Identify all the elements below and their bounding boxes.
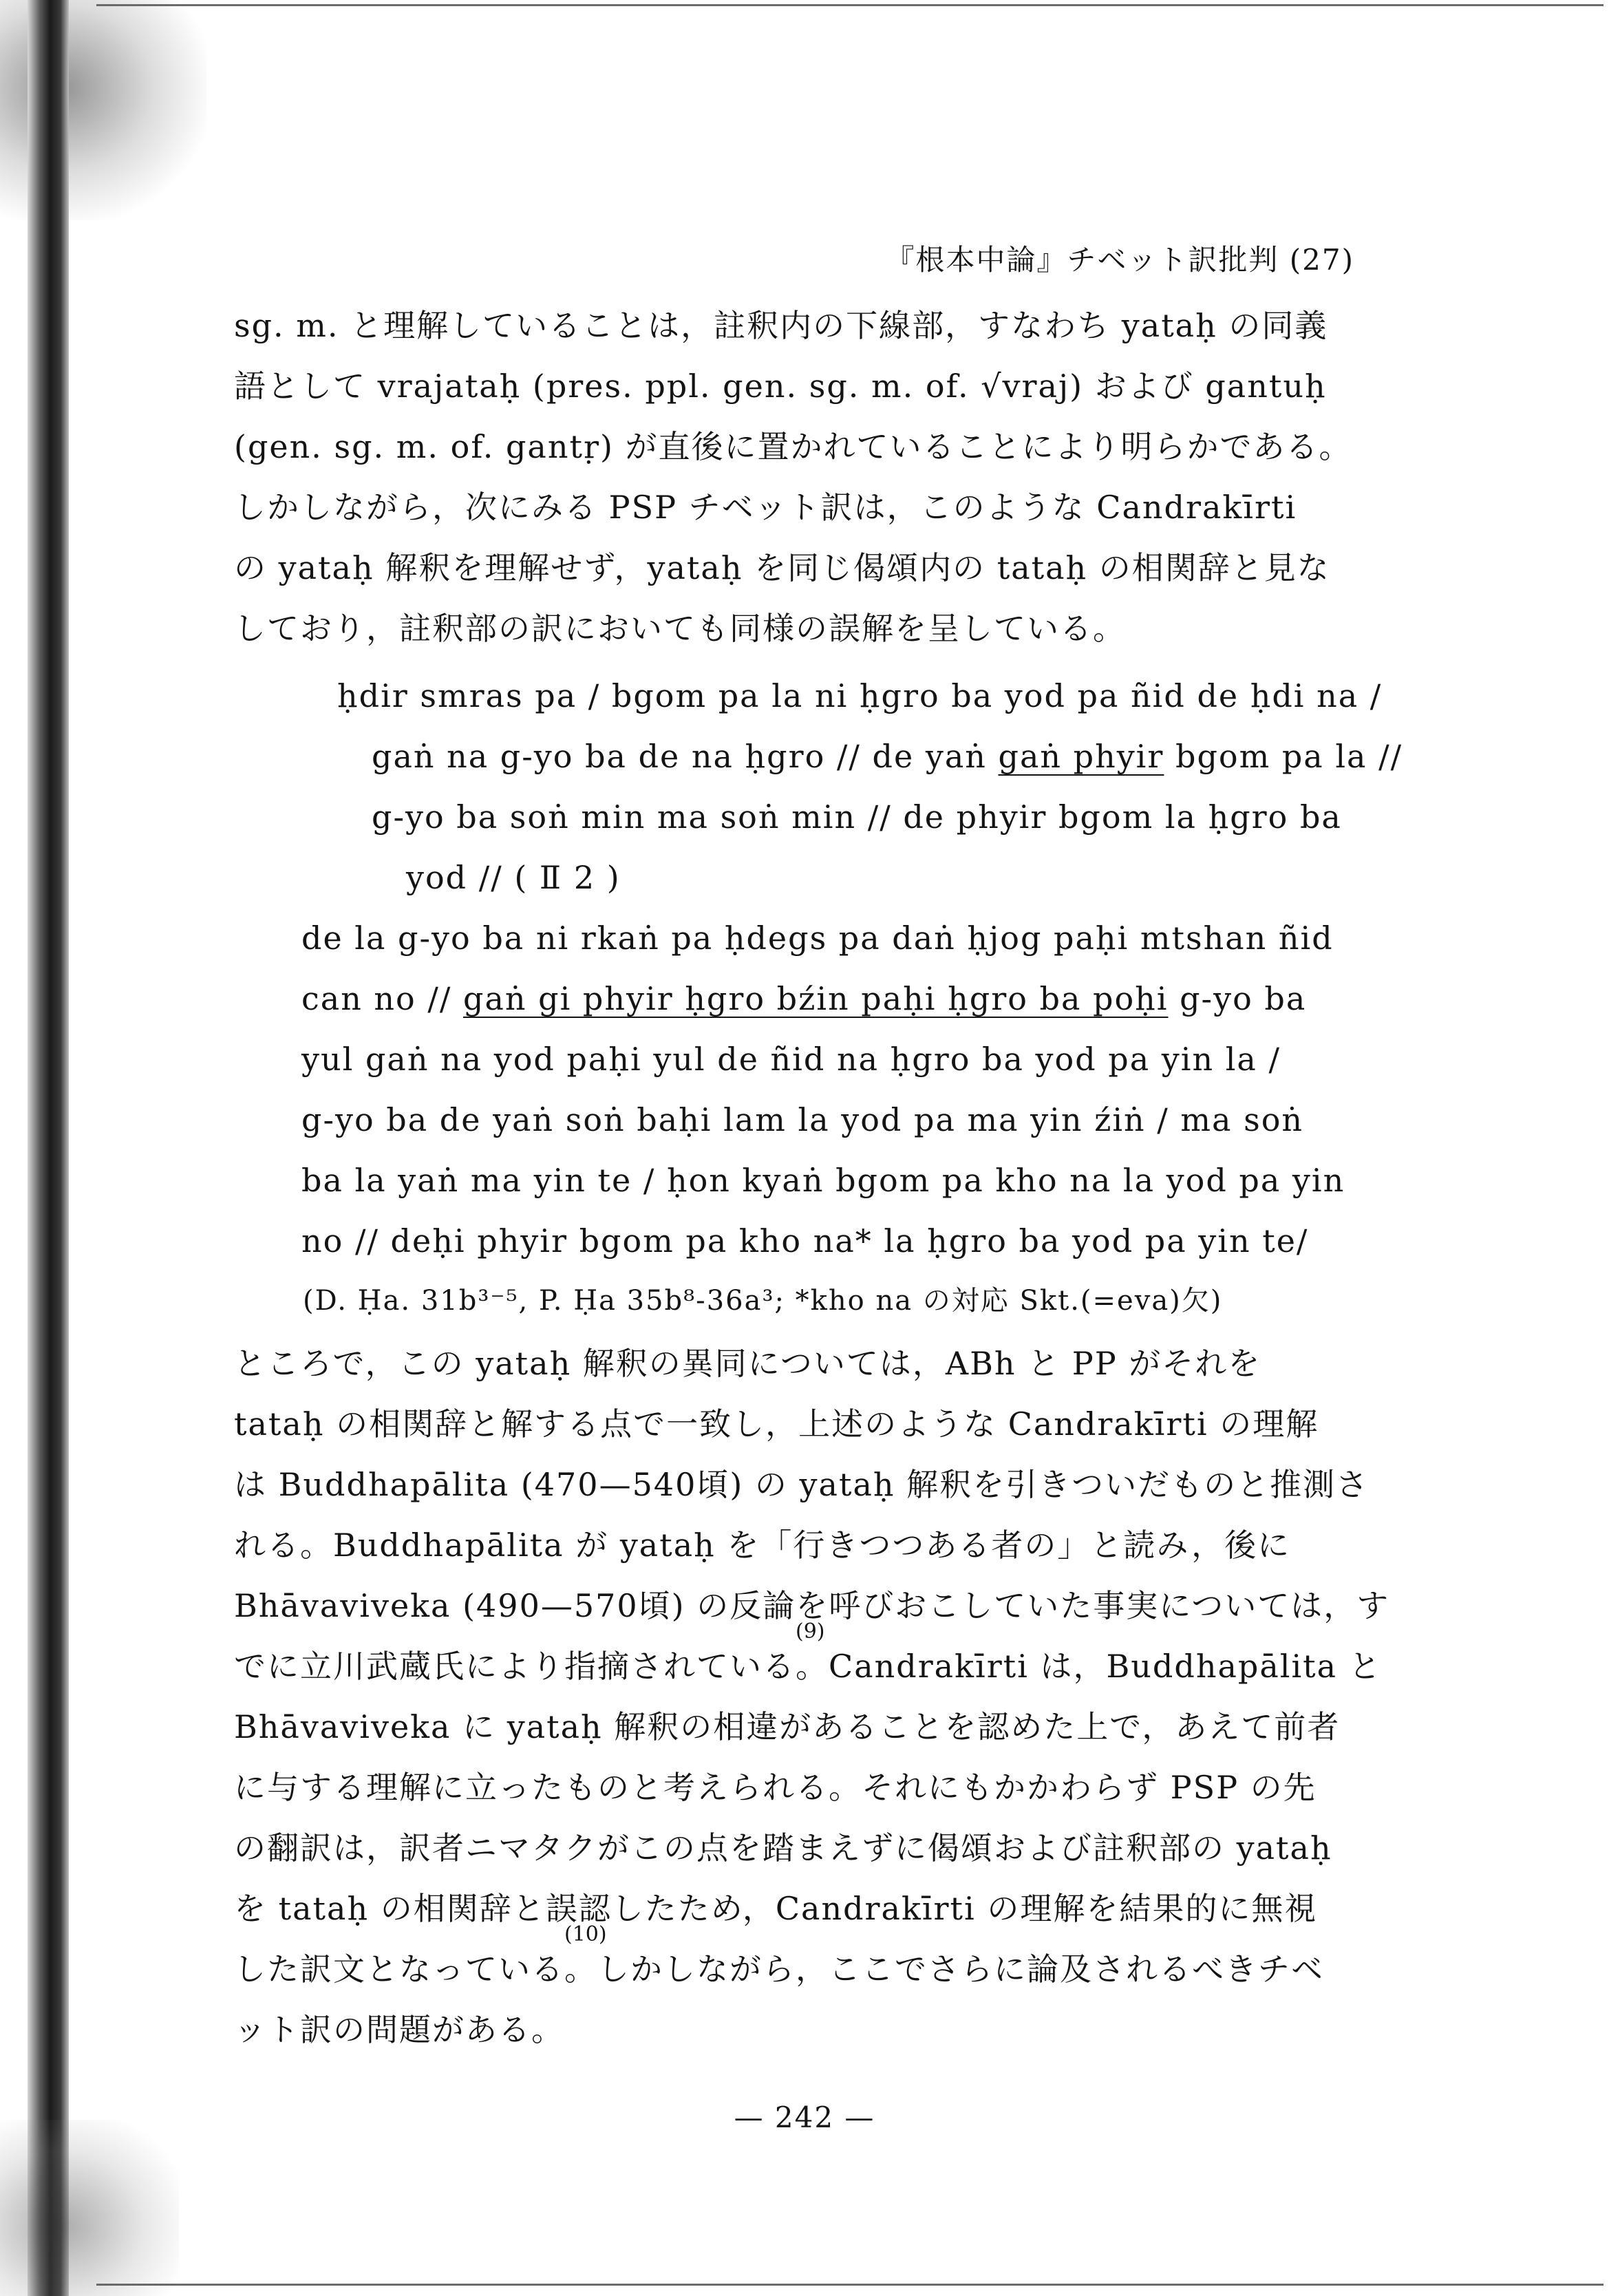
- commentary-line: can no // gaṅ gi phyir ḥgro bźin paḥi ḥgro ba poḥi g-yo ba: [301, 980, 1307, 1017]
- footnote-marker: 。 (10): [564, 1922, 607, 1988]
- text-line: しかしながら，次にみる PSP チベット訳は，このような Candrakīrti: [234, 489, 1297, 526]
- text-line: は Buddhapālita (470—540頃) の yataḥ 解釈を引きついだものと推測さ: [234, 1466, 1370, 1503]
- commentary-line: yul gaṅ na yod paḥi yul de ñid na ḥgro ba yod pa yin la /: [301, 1041, 1281, 1078]
- underlined-phrase: gaṅ gi phyir ḥgro bźin paḥi ḥgro ba poḥi: [463, 980, 1169, 1017]
- text-line: の yataḥ 解釈を理解せず，yataḥ を同じ偈頌内の tataḥ の相関辞と見な: [234, 549, 1330, 586]
- underlined-phrase: gaṅ phyir: [998, 738, 1164, 775]
- text-line: Bhāvaviveka (490—570頃) の反論を呼びおこしていた事実については，す: [234, 1587, 1390, 1624]
- text-line: sg. m. と理解していることは，註釈内の下線部，すなわち yataḥ の同義: [234, 307, 1328, 344]
- verse-line: gaṅ na g-yo ba de na ḥgro // de yaṅ gaṅ phyir bgom pa la //: [372, 738, 1403, 775]
- text-line: (gen. sg. m. of. gantṛ) が直後に置かれていることにより明らかである。: [234, 428, 1352, 465]
- verse-line: yod // ( Ⅱ 2 ): [406, 859, 621, 896]
- text-line: を tataḥ の相関辞と誤認したため，Candrakīrti の理解を結果的に無視: [234, 1890, 1318, 1927]
- text-line: の翻訳は，訳者ニマタクがこの点を踏まえずに偈頌および註釈部の yataḥ: [234, 1829, 1332, 1867]
- text-line: れる。Buddhapālita が yataḥ を「行きつつある者の」と読み，後に: [234, 1527, 1291, 1564]
- source-citation: (D. Ḥa. 31b³⁻⁵, P. Ḥa 35b⁸-36a³; *kho na の対応 Skt.(=eva)欠): [303, 1285, 1223, 1317]
- text-line: 語として vrajataḥ (pres. ppl. gen. sg. m. of. √vraj) および gantuḥ: [234, 368, 1327, 405]
- footnote-marker: 。 (9): [796, 1619, 829, 1685]
- text-line: tataḥ の相関辞と解する点で一致し，上述のような Candrakīrti の理解: [234, 1405, 1319, 1443]
- scan-noise: [0, 2120, 179, 2296]
- scan-edge-line: [96, 4, 1603, 6]
- text-line: ット訳の問題がある。: [234, 2011, 564, 2048]
- text-line: Bhāvaviveka に yataḥ 解釈の相違があることを認めた上で，あえて前者: [234, 1708, 1341, 1745]
- verse-line: ḥdir smras pa / bgom pa la ni ḥgro ba yod pa ñid de ḥdi na /: [337, 677, 1383, 714]
- scan-edge-line: [96, 2284, 1603, 2286]
- page-number: — 242 —: [734, 2101, 875, 2134]
- text-line: に与する理解に立ったものと考えられる。それにもかかわらず PSP の先: [234, 1769, 1317, 1806]
- commentary-line: no // deḥi phyir bgom pa kho na* la ḥgro ba yod pa yin te/: [301, 1222, 1309, 1259]
- binding-shadow: [28, 0, 69, 2296]
- commentary-line: ba la yaṅ ma yin te / ḥon kyaṅ bgom pa kho na la yod pa yin: [301, 1162, 1345, 1199]
- running-head: 『根本中論』チベット訳批判 (27): [885, 243, 1354, 277]
- text-line: でに立川武蔵氏により指摘されている。 (9) Candrakīrti は，Buddhapālita と: [234, 1619, 1382, 1685]
- verse-line: g-yo ba soṅ min ma soṅ min // de phyir bgom la ḥgro ba: [372, 798, 1342, 836]
- text-line: しており，註釈部の訳においても同様の誤解を呈している。: [234, 610, 1126, 647]
- commentary-line: de la g-yo ba ni rkaṅ pa ḥdegs pa daṅ ḥjog paḥi mtshan ñid: [301, 920, 1334, 957]
- commentary-line: g-yo ba de yaṅ soṅ baḥi lam la yod pa ma yin źiṅ / ma soṅ: [301, 1101, 1304, 1138]
- text-line: ところで，この yataḥ 解釈の異同については，ABh と PP がそれを: [234, 1345, 1261, 1382]
- text-line: した訳文となっている。 (10) しかしながら，ここでさらに論及されるべきチベ: [234, 1922, 1324, 1988]
